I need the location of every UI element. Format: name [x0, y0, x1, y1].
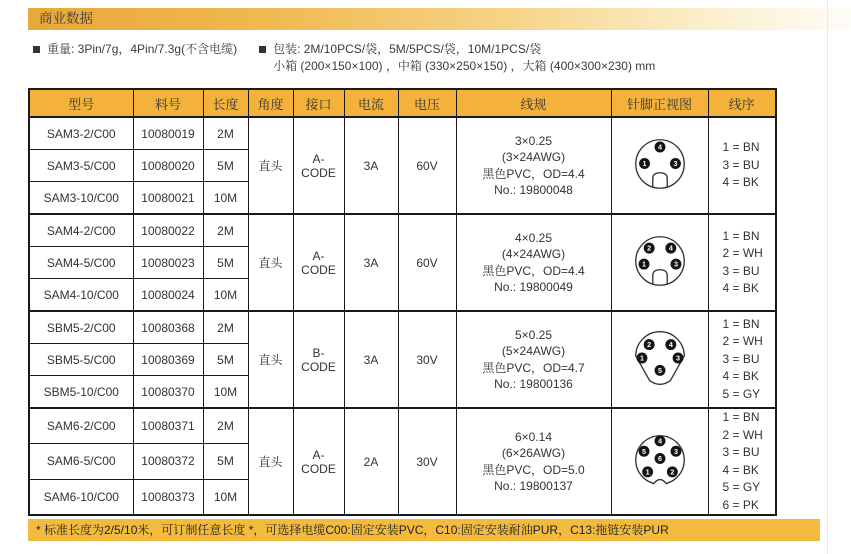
length-cell: 5M	[203, 247, 248, 279]
length-cell: 5M	[203, 150, 248, 182]
weight-text: 重量: 3Pin/7g，4Pin/7.3g(不含电缆)	[47, 42, 238, 56]
part-cell: 10080020	[133, 150, 203, 182]
part-cell: 10080369	[133, 344, 203, 376]
model-cell: SAM3-2/C00	[29, 117, 133, 150]
model-cell: SAM6-10/C00	[29, 479, 133, 515]
pin-number: 2	[646, 243, 651, 253]
current-cell: 2A	[344, 408, 398, 515]
pin-diagram-cell	[611, 311, 708, 408]
wire-order-line: 2 = WH	[722, 427, 763, 442]
part-cell: 10080021	[133, 182, 203, 215]
col-header-wire-spec: 线规	[456, 89, 611, 117]
current-cell: 3A	[344, 214, 398, 311]
wire-order-line: 3 = BU	[722, 445, 760, 459]
pin-number: 5	[657, 365, 662, 375]
spec-line: 黑色PVC，OD=4.4	[482, 166, 585, 181]
angle-cell: 直头	[248, 214, 293, 311]
part-cell: 10080019	[133, 117, 203, 150]
spec-line: 4×0.25	[514, 230, 553, 245]
footer-note: * 标准长度为2/5/10米，可订制任意长度 *，可选择电缆C00:固定安装PVC，C10:固定安装耐油PUR，C13:拖链安装PUR	[28, 519, 820, 541]
pin-number: 3	[673, 446, 678, 456]
spec-line: 3×0.25	[514, 133, 553, 148]
pin-diagram-cell	[611, 117, 708, 214]
voltage-cell: 60V	[398, 214, 456, 311]
part-cell: 10080023	[133, 247, 203, 279]
model-cell: SBM5-2/C00	[29, 311, 133, 344]
spec-line: No.: 19800137	[494, 479, 573, 493]
spec-line: (4×24AWG)	[501, 247, 566, 261]
pin-number: 2	[646, 340, 651, 350]
pin-number: 4	[657, 436, 662, 446]
pin-number: 1	[642, 159, 647, 169]
spec-line: No.: 19800048	[494, 183, 573, 197]
length-cell: 5M	[203, 344, 248, 376]
length-cell: 2M	[203, 117, 248, 150]
length-cell: 2M	[203, 311, 248, 344]
packing-line2: 小箱 (200×150×100) ，中箱 (330×250×150) ，大箱 (400×300×230) mm	[273, 59, 656, 73]
pin-number: 4	[668, 340, 673, 350]
wire-spec-cell	[456, 408, 611, 515]
wire-order-line: 4 = BK	[722, 462, 759, 477]
part-cell: 10080024	[133, 279, 203, 312]
pin-diagram-6pin-icon	[627, 427, 693, 493]
model-cell: SAM6-5/C00	[29, 444, 133, 479]
part-cell: 10080371	[133, 408, 203, 444]
spec-line: No.: 19800136	[494, 377, 573, 391]
spec-line: 黑色PVC，OD=4.4	[482, 263, 585, 278]
part-cell: 10080373	[133, 479, 203, 515]
length-cell: 2M	[203, 408, 248, 444]
product-table	[28, 88, 777, 516]
wire-order-line: 5 = GY	[722, 480, 761, 494]
code-cell: A-CODE	[293, 214, 344, 311]
pin-number: 3	[673, 259, 678, 269]
table-row	[29, 214, 776, 247]
angle-cell: 直头	[248, 311, 293, 408]
length-cell: 5M	[203, 444, 248, 479]
col-header-length: 长度	[203, 89, 248, 117]
pin-diagram-5pin-icon	[627, 325, 693, 391]
header-row	[29, 89, 776, 117]
pin-diagram-cell	[611, 408, 708, 515]
code-cell: B-CODE	[293, 311, 344, 408]
pin-diagram-3pin-icon	[627, 131, 693, 197]
spec-line: 6×0.14	[514, 429, 553, 444]
col-header-current: 电流	[344, 89, 398, 117]
spec-line: (3×24AWG)	[501, 150, 566, 164]
part-cell: 10080370	[133, 376, 203, 409]
voltage-cell: 30V	[398, 408, 456, 515]
pin-number: 3	[675, 353, 680, 363]
table-row	[29, 311, 776, 344]
wire-spec-cell	[456, 214, 611, 311]
spec-line: (6×26AWG)	[501, 446, 566, 460]
wire-order-line: 4 = BK	[722, 369, 759, 384]
model-cell: SAM3-10/C00	[29, 182, 133, 215]
model-cell: SAM4-2/C00	[29, 214, 133, 247]
wire-order-cell	[708, 311, 776, 408]
col-header-voltage: 电压	[398, 89, 456, 117]
voltage-cell: 30V	[398, 311, 456, 408]
spec-line: 黑色PVC，OD=4.7	[482, 360, 585, 375]
spec-line: No.: 19800049	[494, 280, 573, 294]
wire-order-line: 3 = BU	[722, 263, 760, 278]
wire-order-line: 1 = BN	[722, 410, 760, 424]
code-cell: A-CODE	[293, 408, 344, 515]
model-cell: SAM6-2/C00	[29, 408, 133, 444]
pin-number: 4	[657, 142, 662, 152]
pin-number: 6	[657, 454, 662, 464]
length-cell: 10M	[203, 376, 248, 409]
wire-order-cell	[708, 214, 776, 311]
model-cell: SBM5-5/C00	[29, 344, 133, 376]
col-header-wire-order: 线序	[708, 89, 776, 117]
bullet-square-icon	[259, 46, 266, 53]
pin-number: 3	[672, 159, 677, 169]
wire-order-line: 3 = BU	[722, 351, 760, 366]
wire-order-line: 3 = BU	[722, 157, 760, 172]
wire-order-line: 4 = BK	[722, 281, 759, 295]
pin-number: 1	[641, 259, 646, 269]
pin-number: 2	[669, 467, 674, 477]
wire-order-line: 1 = BN	[722, 316, 760, 331]
wire-order-line: 2 = WH	[722, 246, 763, 260]
model-cell: SAM4-5/C00	[29, 247, 133, 279]
pin-diagram-cell	[611, 214, 708, 311]
part-cell: 10080022	[133, 214, 203, 247]
pin-number: 4	[668, 243, 673, 253]
packing-line1: 包装: 2M/10PCS/袋，5M/5PCS/袋，10M/1PCS/袋	[273, 42, 542, 56]
current-cell: 3A	[344, 117, 398, 214]
wire-order-line: 4 = BK	[722, 175, 759, 190]
length-cell: 2M	[203, 214, 248, 247]
col-header-angle: 角度	[248, 89, 293, 117]
wire-order-line: 5 = GY	[722, 386, 761, 401]
pin-number: 1	[645, 467, 650, 477]
wire-spec-cell	[456, 117, 611, 214]
current-cell: 3A	[344, 311, 398, 408]
length-cell: 10M	[203, 279, 248, 312]
pin-number: 5	[641, 446, 646, 456]
packing-bullet	[259, 41, 655, 75]
angle-cell: 直头	[248, 408, 293, 515]
page-title: 商业数据	[28, 8, 851, 30]
wire-order-line: 2 = WH	[722, 334, 763, 349]
wire-order-line: 1 = BN	[722, 228, 760, 243]
weight-bullet	[33, 41, 237, 75]
product-table-wrapper	[28, 88, 777, 516]
wire-order-cell	[708, 117, 776, 214]
spec-line: 5×0.25	[514, 327, 553, 342]
code-cell: A-CODE	[293, 117, 344, 214]
col-header-interface: 接口	[293, 89, 344, 117]
pin-diagram-4pin-icon	[627, 228, 693, 294]
summary-bullets	[33, 41, 655, 75]
col-header-part: 料号	[133, 89, 203, 117]
col-header-model: 型号	[29, 89, 133, 117]
wire-spec-cell	[456, 311, 611, 408]
page-edge-divider	[827, 0, 828, 554]
spec-line: (5×24AWG)	[501, 344, 566, 358]
table-row	[29, 117, 776, 150]
table-row	[29, 408, 776, 444]
pin-number: 1	[639, 353, 644, 363]
angle-cell: 直头	[248, 117, 293, 214]
col-header-pin-view: 针脚正视图	[611, 89, 708, 117]
bullet-square-icon	[33, 46, 40, 53]
length-cell: 10M	[203, 182, 248, 215]
voltage-cell: 60V	[398, 117, 456, 214]
wire-order-line: 6 = PK	[722, 497, 759, 512]
part-cell: 10080368	[133, 311, 203, 344]
wire-order-cell	[708, 408, 776, 515]
wire-order-line: 1 = BN	[722, 140, 760, 155]
model-cell: SBM5-10/C00	[29, 376, 133, 409]
spec-line: 黑色PVC，OD=5.0	[482, 462, 585, 477]
model-cell: SAM4-10/C00	[29, 279, 133, 312]
model-cell: SAM3-5/C00	[29, 150, 133, 182]
length-cell: 10M	[203, 479, 248, 515]
part-cell: 10080372	[133, 444, 203, 479]
